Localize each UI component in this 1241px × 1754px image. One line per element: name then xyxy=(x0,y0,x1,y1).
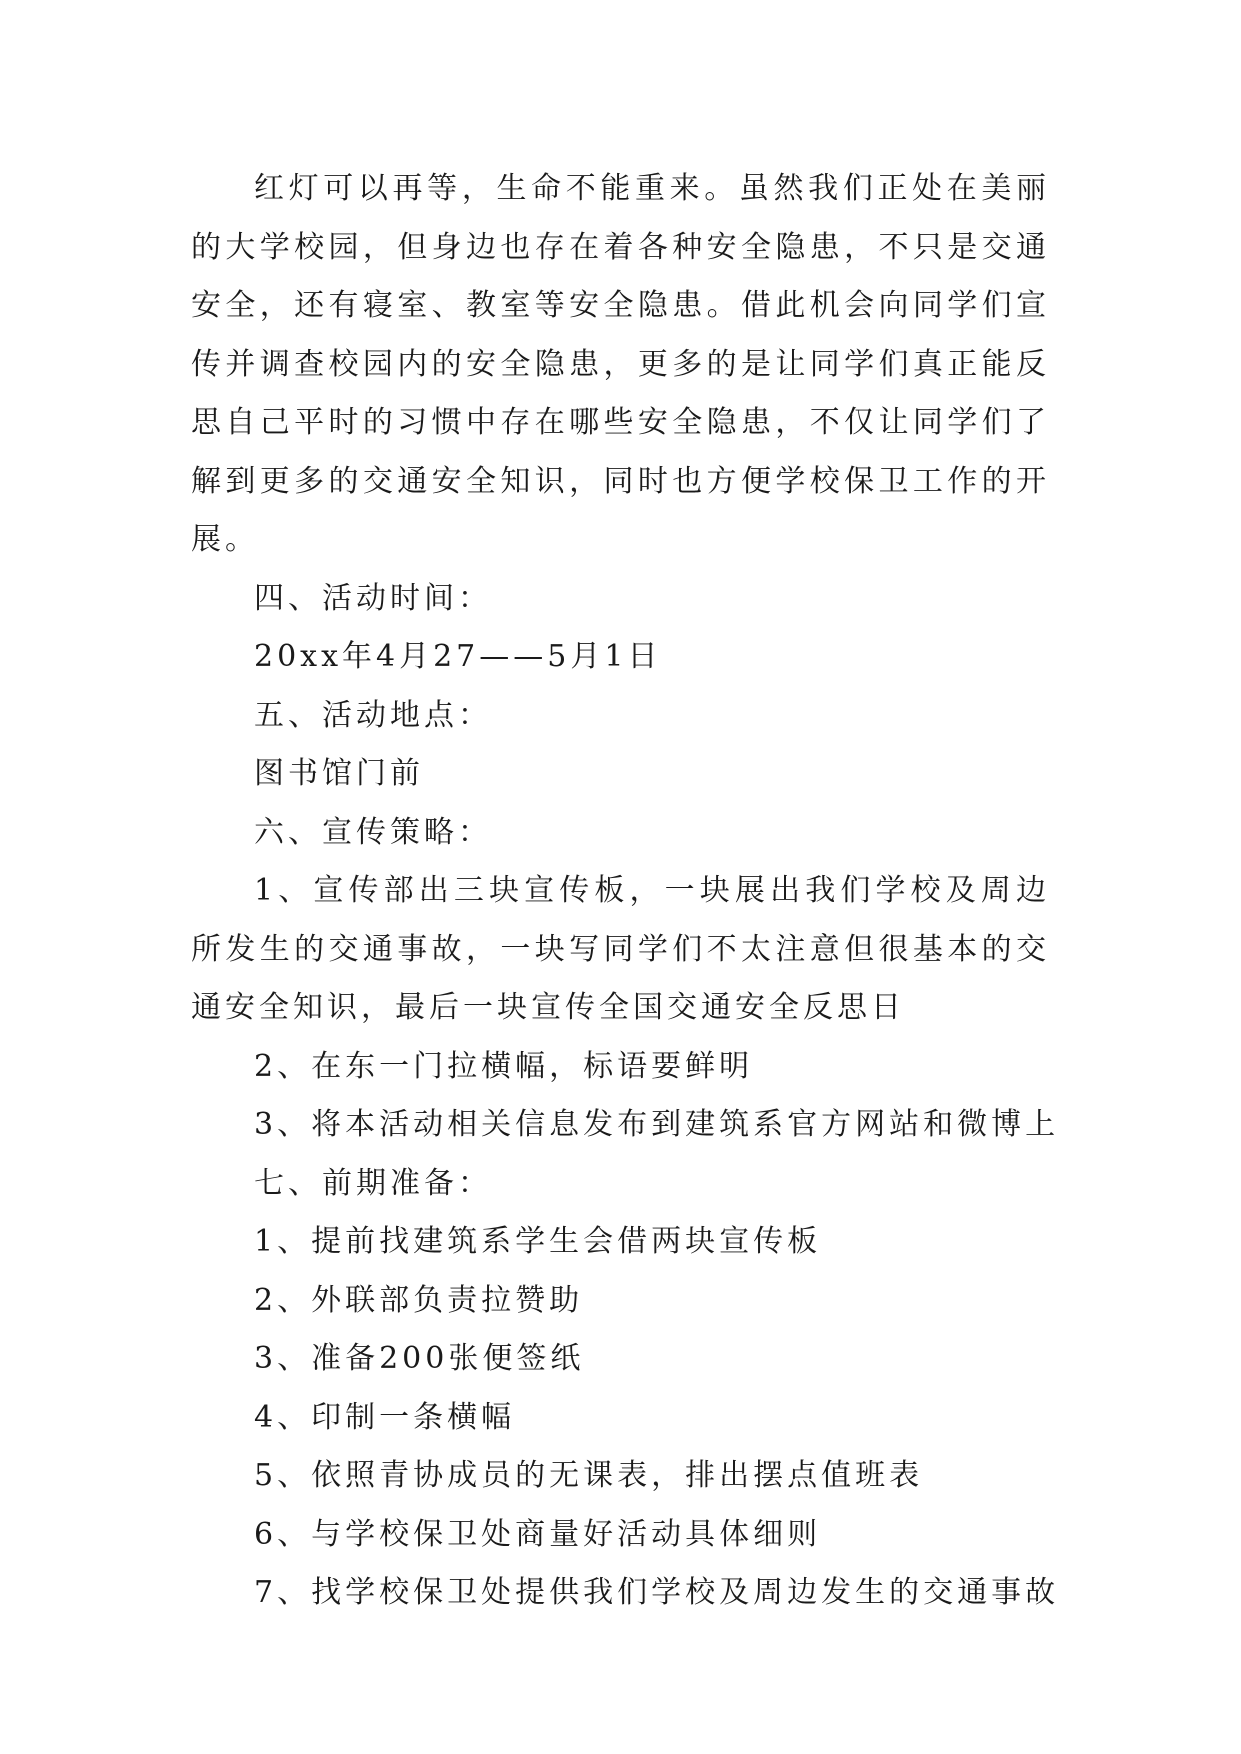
section-heading-strategy: 六、宣传策略： xyxy=(254,814,492,850)
activity-time-value: 20xx年4月27——5月1日 xyxy=(254,639,662,674)
preparation-item-7: 7、找学校保卫处提供我们学校及周边发生的交通事故 xyxy=(254,1575,1060,1610)
intro-paragraph: 红灯可以再等，生命不能重来。虽然我们正处在美丽的大学校园，但身边也存在着各种安全隐患，不只是交通安全，还有寝室、教室等安全隐患。借此机会向同学们宣传并调查校园内的安全隐患，更多的是让同学们真正能反思自己平时的习惯中存在哪些安全隐患，不仅让同学们了解到更多的交通安全知识，同时也方便学校保卫工作的开展。 xyxy=(191,171,1050,557)
preparation-item-3: 3、准备200张便签纸 xyxy=(254,1341,585,1376)
preparation-item-6: 6、与学校保卫处商量好活动具体细则 xyxy=(254,1516,822,1552)
section-heading-preparation: 七、前期准备： xyxy=(254,1165,492,1201)
preparation-item-1: 1、提前找建筑系学生会借两块宣传板 xyxy=(254,1224,822,1259)
strategy-item-1: 1、宣传部出三块宣传板，一块展出我们学校及周边所发生的交通事故，一块写同学们不太注意但很基本的交通安全知识，最后一块宣传全国交通安全反思日 xyxy=(191,873,1050,1025)
strategy-item-3: 3、将本活动相关信息发布到建筑系官方网站和微博上 xyxy=(254,1107,1060,1142)
preparation-item-4: 4、印制一条横幅 xyxy=(254,1399,516,1435)
preparation-item-2: 2、外联部负责拉赞助 xyxy=(254,1282,584,1318)
preparation-item-5: 5、依照青协成员的无课表，排出摆点值班表 xyxy=(254,1458,924,1493)
strategy-item-2: 2、在东一门拉横幅，标语要鲜明 xyxy=(254,1048,754,1084)
section-heading-location: 五、活动地点： xyxy=(254,697,492,733)
section-heading-time: 四、活动时间： xyxy=(254,580,492,616)
activity-location-value: 图书馆门前 xyxy=(254,756,424,791)
